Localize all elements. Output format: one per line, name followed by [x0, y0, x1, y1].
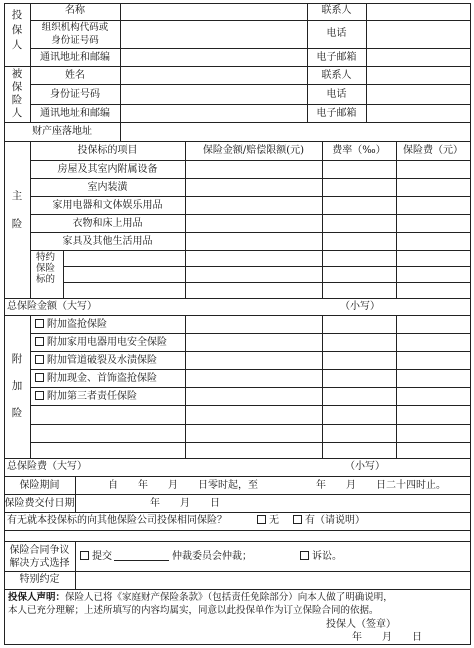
- applicant-org-code-label: 组织机构代码或: [41, 22, 109, 33]
- special-agreement-label: 特别约定: [19, 574, 60, 585]
- row-line: [30, 250, 470, 251]
- option-label: 诉讼。: [312, 551, 342, 562]
- col-line: [120, 122, 121, 141]
- applicant-address-field[interactable]: [122, 50, 305, 64]
- insured-phone-label: 电话: [326, 89, 347, 100]
- row-line: [30, 214, 470, 215]
- row-line: [30, 20, 470, 21]
- period-label: 保险期间: [19, 480, 60, 491]
- row-line: [4, 315, 470, 316]
- main-coverage-side-label: 主险: [11, 190, 23, 230]
- row-line: [4, 122, 470, 123]
- col-line: [366, 3, 367, 122]
- row-line: [30, 333, 470, 334]
- row-line: [4, 494, 470, 495]
- main-item-clothing: 衣物和床上用品: [72, 218, 143, 229]
- row-line: [4, 458, 470, 459]
- row-line: [30, 196, 470, 197]
- row-line: [30, 232, 470, 233]
- main-item-furniture: 家具及其他生活用品: [62, 236, 153, 247]
- applicant-contact-label: 联系人: [321, 5, 352, 16]
- additional-item-label: 附加第三者责任保险: [47, 391, 137, 402]
- additional-item-label: 附加家用电器用电安全保险: [47, 337, 167, 348]
- insured-address-label: 通讯地址和邮编: [40, 108, 110, 119]
- insured-id-label: 身份证号码: [50, 89, 100, 100]
- row-line: [4, 541, 470, 542]
- checkbox[interactable]: [35, 373, 44, 382]
- additional-item-electric[interactable]: [35, 337, 167, 349]
- option-label: 提交: [92, 551, 112, 562]
- row-line: [63, 282, 470, 283]
- total-premium-small-label: （小写）: [345, 461, 385, 472]
- insured-contact-label: 联系人: [321, 70, 352, 81]
- insured-side-label: 被保险人: [11, 68, 23, 119]
- row-line: [30, 351, 470, 352]
- declaration-line-2: 本人已充分理解；上述所填写的内容均属实，同意以此投保单作为订立保险合同的依据。: [8, 605, 379, 616]
- applicant-email-label: 电子邮箱: [316, 52, 357, 63]
- payment-date-text: 年 月 日: [150, 498, 220, 509]
- applicant-side-label: 投保人: [11, 9, 23, 51]
- additional-item-pipe[interactable]: [35, 355, 157, 367]
- checkbox[interactable]: [300, 551, 309, 560]
- period-end-text: 年 月 日二十四时止。: [316, 480, 446, 491]
- applicant-phone-label: 电话: [326, 28, 347, 39]
- checkbox[interactable]: [257, 515, 266, 524]
- insured-email-field[interactable]: [368, 106, 468, 121]
- total-premium-label: 总保险费（大写）: [7, 461, 87, 472]
- col-line: [75, 476, 76, 512]
- col-line: [185, 141, 186, 298]
- payment-date-label: 保险费交付日期: [4, 498, 75, 509]
- row-line: [4, 530, 470, 531]
- row-line: [4, 66, 470, 67]
- additional-item-label: 附加现金、首饰盗抢保险: [47, 373, 157, 384]
- col-line: [120, 3, 121, 122]
- row-line: [30, 424, 470, 425]
- additional-side-label: 附加险: [11, 353, 23, 419]
- checkbox[interactable]: [35, 319, 44, 328]
- additional-item-liability[interactable]: [35, 391, 137, 403]
- col-line: [185, 315, 186, 458]
- applicant-email-field[interactable]: [368, 50, 468, 64]
- other-insurance-yes[interactable]: [293, 515, 365, 527]
- row-line: [30, 104, 470, 105]
- table-border-top: [4, 3, 471, 4]
- declaration-text-1: 保险人已将《家庭财产保险条款》（包括责任免除部分）向本人做了明确说明，: [65, 592, 393, 603]
- checkbox[interactable]: [80, 551, 89, 560]
- row-line: [4, 512, 470, 513]
- dispute-lawsuit-option[interactable]: [300, 551, 342, 563]
- additional-item-label: 附加盗抢保险: [47, 319, 107, 330]
- insured-phone-field[interactable]: [368, 86, 468, 102]
- col-line: [396, 141, 397, 298]
- insured-name-field[interactable]: [122, 68, 305, 83]
- col-line: [63, 250, 64, 298]
- special-agreement-field[interactable]: [77, 573, 468, 588]
- dispute-arbitration-option[interactable]: [80, 551, 112, 563]
- applicant-name-field[interactable]: [122, 5, 305, 19]
- row-line: [30, 160, 470, 161]
- row-line: [30, 369, 470, 370]
- period-start-text: 自 年 月 日零时起，至: [108, 480, 258, 491]
- row-line: [30, 84, 470, 85]
- col-line: [75, 541, 76, 589]
- row-line: [4, 571, 470, 572]
- main-item-appliances: 家用电器和文体娱乐用品: [52, 200, 163, 211]
- property-location-label: 财产座落地址: [32, 126, 92, 137]
- applicant-address-label: 通讯地址和邮编: [40, 52, 110, 63]
- checkbox[interactable]: [35, 337, 44, 346]
- col-line: [396, 315, 397, 458]
- checkbox[interactable]: [35, 355, 44, 364]
- row-line: [4, 141, 470, 142]
- additional-item-label: 附加管道破裂及水渍保险: [47, 355, 157, 366]
- row-line: [30, 387, 470, 388]
- other-insurance-question: 有无就本投保标的向其他保险公司投保相同保险？: [7, 515, 227, 526]
- col-line: [322, 141, 323, 298]
- option-label: 无: [269, 515, 279, 526]
- row-line: [30, 442, 470, 443]
- signature-date: 年 月 日: [352, 632, 422, 643]
- total-amount-label: 总保险金额（大写）: [7, 301, 97, 312]
- arbitration-blank-line: [114, 560, 169, 561]
- header-item: 投保标的项目: [77, 145, 138, 156]
- additional-item-theft[interactable]: [35, 319, 107, 331]
- row-line: [30, 48, 470, 49]
- row-line: [4, 476, 470, 477]
- dispute-label-1: 保险合同争议: [9, 545, 70, 556]
- header-premium: 保险费（元）: [403, 145, 463, 156]
- declaration-line-1: [8, 592, 393, 604]
- total-amount-small-label: （小写）: [340, 301, 380, 312]
- applicant-contact-field[interactable]: [368, 5, 468, 19]
- header-amount: 保险金额/赔偿限额(元): [202, 145, 305, 156]
- insured-id-field[interactable]: [122, 86, 305, 102]
- applicant-id-field[interactable]: [122, 22, 305, 46]
- applicant-phone-field[interactable]: [368, 22, 468, 46]
- property-location-field[interactable]: [122, 124, 468, 140]
- col-line: [30, 315, 31, 458]
- declaration-title: 投保人声明：: [8, 592, 66, 603]
- insured-name-label: 姓名: [65, 70, 85, 81]
- row-line: [4, 589, 470, 590]
- other-insurance-no[interactable]: [257, 515, 279, 527]
- option-label: 有（请说明）: [305, 515, 365, 526]
- arbitration-committee-text: 仲裁委员会仲裁；: [172, 551, 252, 562]
- additional-item-cash[interactable]: [35, 373, 157, 385]
- insured-email-label: 电子邮箱: [316, 108, 357, 119]
- checkbox[interactable]: [35, 391, 44, 400]
- insured-address-field[interactable]: [122, 106, 305, 121]
- applicant-name-label: 名称: [65, 5, 85, 16]
- row-line: [63, 266, 470, 267]
- insured-contact-field[interactable]: [368, 68, 468, 83]
- dispute-label-2: 解决方式选择: [9, 558, 70, 569]
- applicant-id-label: 身份证号码: [51, 35, 99, 46]
- signature-label: 投保人（签章）: [326, 619, 396, 630]
- header-rate: 费率（‰）: [332, 145, 386, 156]
- checkbox[interactable]: [293, 515, 302, 524]
- row-line: [30, 405, 470, 406]
- main-item-house: 房屋及其室内附属设备: [57, 164, 158, 175]
- row-line: [30, 178, 470, 179]
- main-item-decoration: 室内装潢: [87, 182, 128, 193]
- col-line: [322, 315, 323, 458]
- table-border-bottom: [4, 644, 471, 645]
- row-line: [4, 298, 470, 299]
- special-items-label: 特约保险标的: [36, 252, 56, 285]
- table-border-right: [470, 3, 471, 644]
